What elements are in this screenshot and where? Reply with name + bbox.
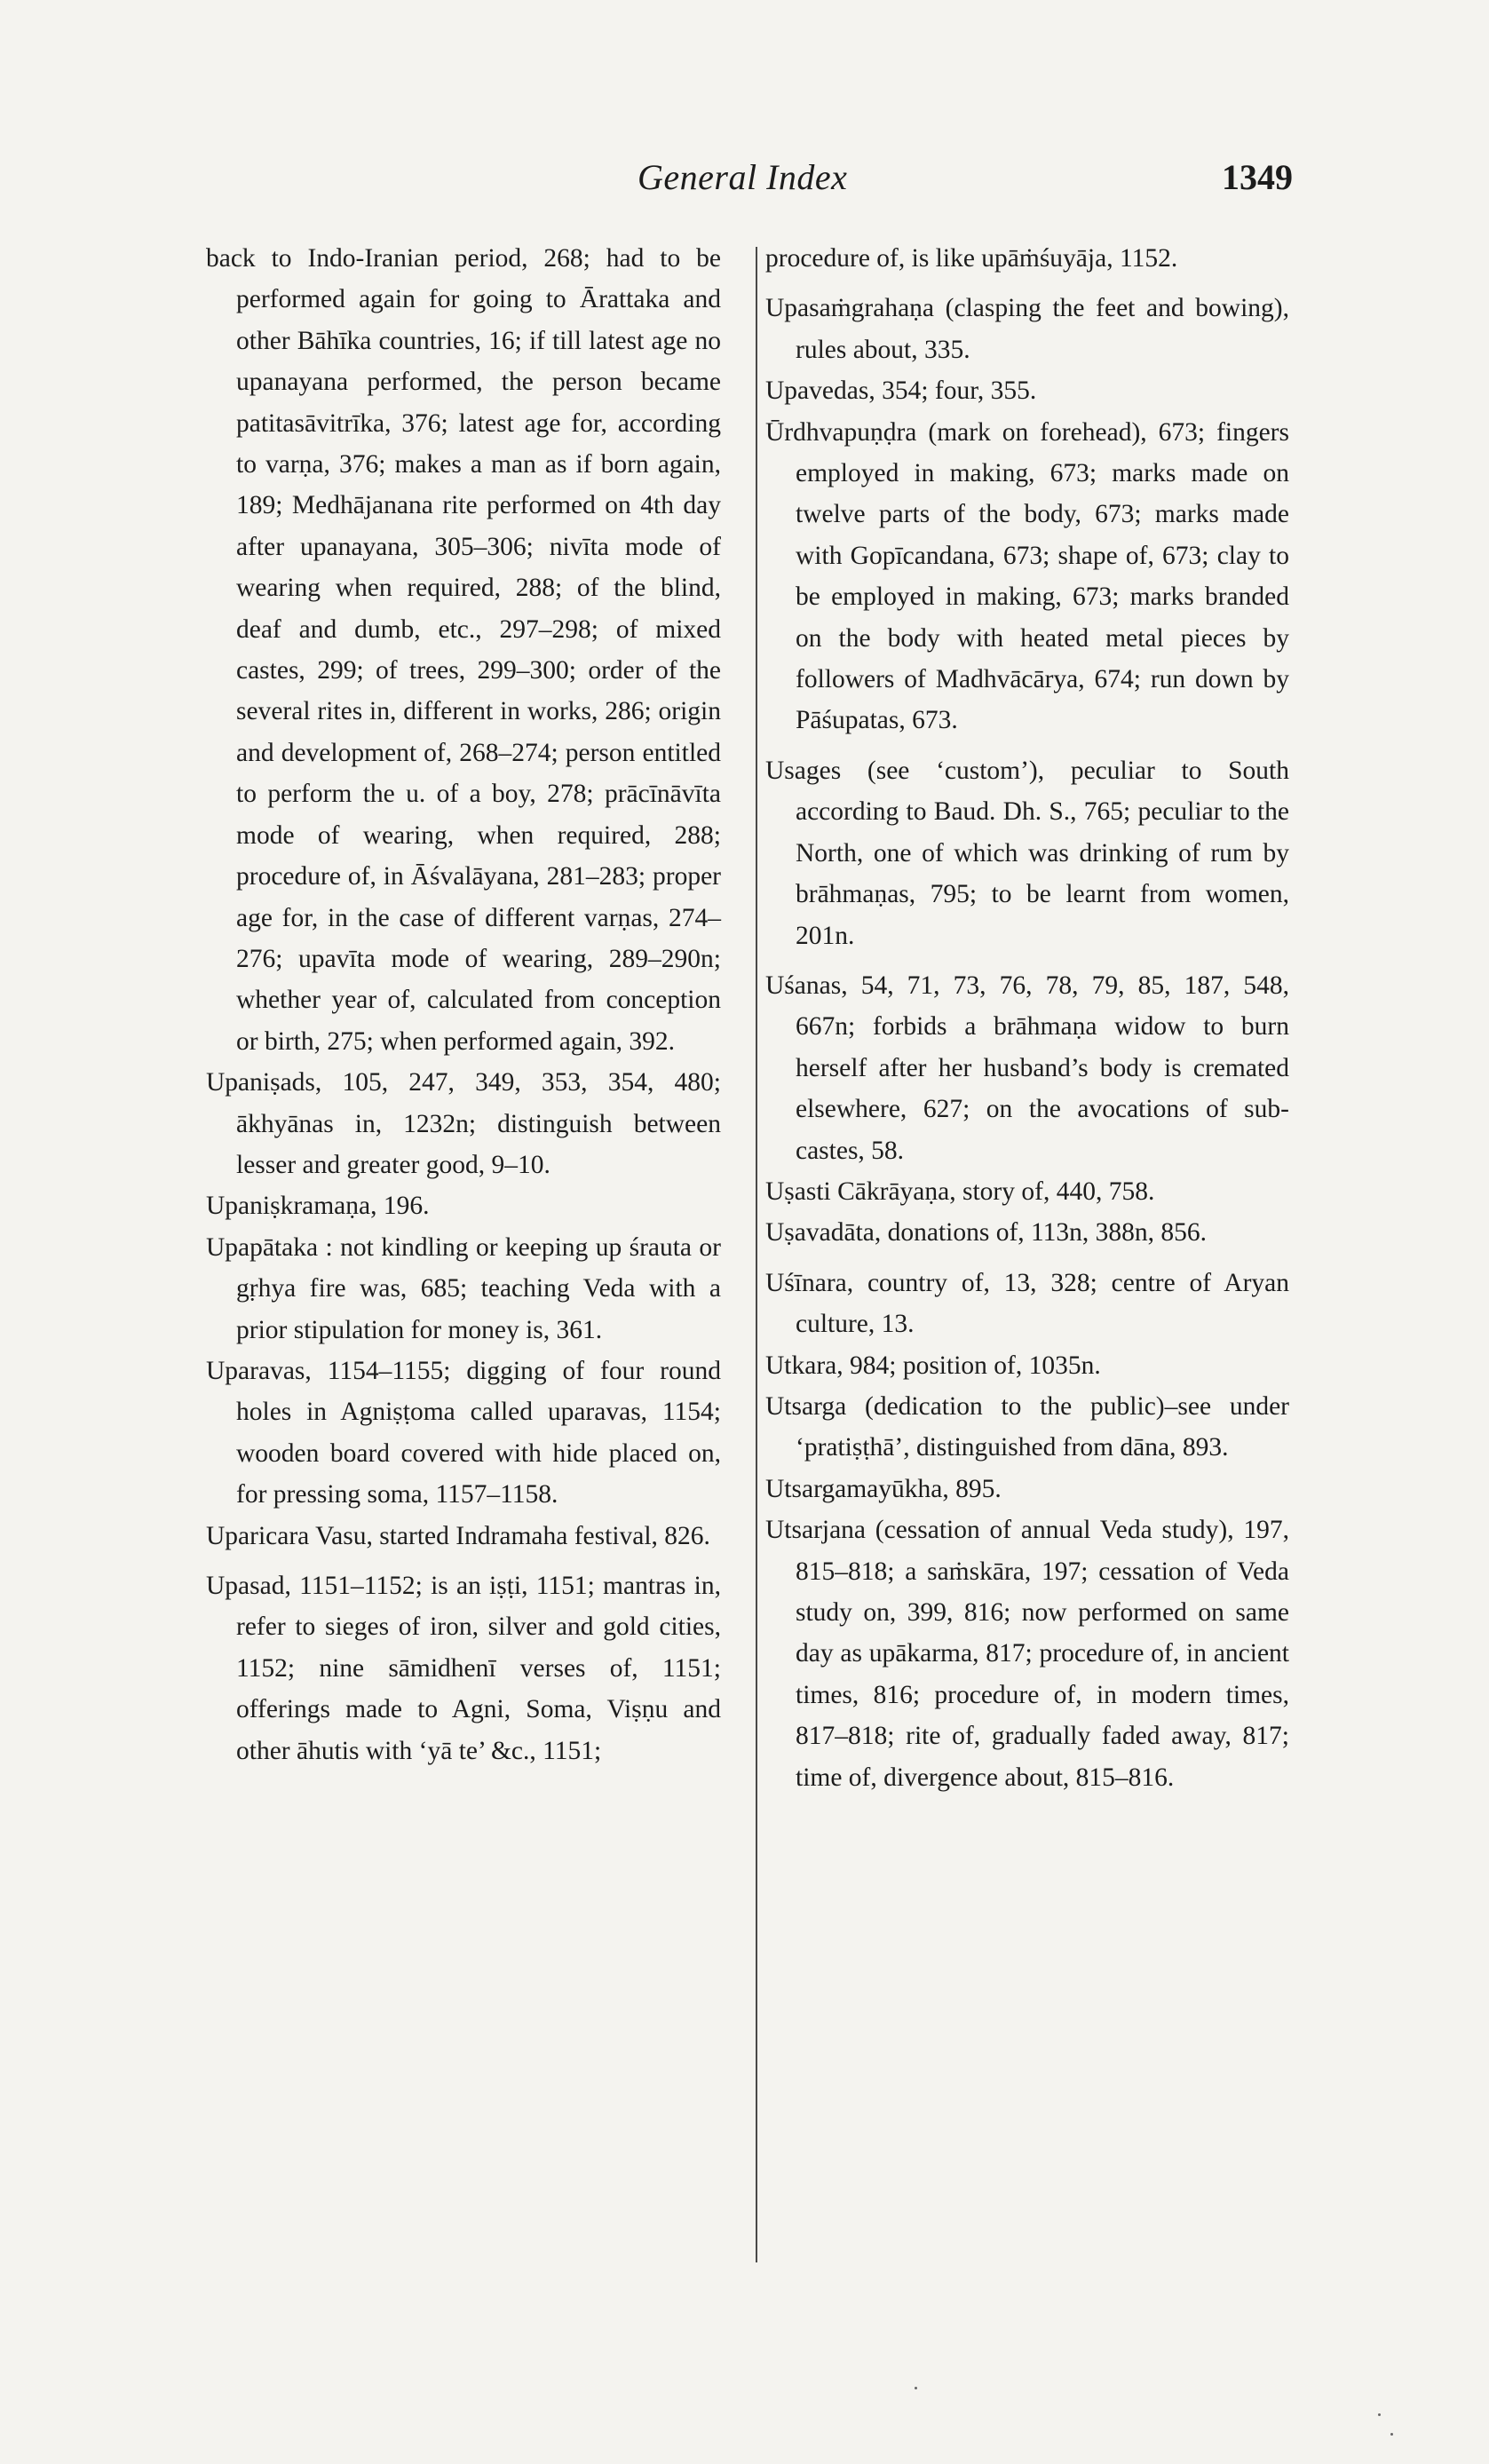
scan-speck [1378,2413,1381,2416]
scan-speck [1390,2433,1393,2436]
index-entry: Upaniṣads, 105, 247, 349, 353, 354, 480; ākhyānas in, 1232n; distinguish between lesser and greater good, 9–10. [206,1068,721,1179]
page-header [0,156,1489,210]
running-title: General Index [638,157,848,197]
index-entry: Ūrdhvapuṇḍra (mark on forehead), 673; fingers employed in making, 673; marks made on twelve parts of the body, 673; marks made with Gopīcandana, 673; shape of, 673; clay to be employed in making, 673; marks branded on the body with heated metal pieces by followers of Madhvācārya, 674; run down by Pāśupatas, 673. [765,417,1289,735]
index-entry: Uśanas, 54, 71, 73, 76, 78, 79, 85, 187, 548, 667n; forbids a brāhmaṇa widow to burn herself after her husband’s body is cremated elsewhere, 627; on the avocations of sub-castes, 58. [765,971,1289,1165]
scan-speck [915,2387,917,2389]
index-entry: Utkara, 984; position of, 1035n. [765,1351,1101,1380]
index-entry: Upasad, 1151–1152; is an iṣṭi, 1151; mantras in, refer to sieges of iron, silver and gold cities, 1152; nine sāmidhenī verses of, 1151; offerings made to Agni, Soma, Viṣṇu and other āhutis with ‘yā te’ &c., 1151; [206,1572,721,1765]
index-entry: back to Indo-Iranian period, 268; had to be performed again for going to Ārattaka and other Bāhīka countries, 16; if till latest age no upanayana performed, the person became patitasāvitrīka, 376; latest age for, according to varṇa, 376; makes a man as if born again, 189; Medhājanana rite performed on 4th day after upanayana, 305–306; nivīta mode of wearing when required, 288; of the blind, deaf and dumb, etc., 297–298; of mixed castes, 299; of trees, 299–300; order of the several rites in, different in works, 286; origin and development of, 268–274; person entitled to perform the u. of a boy, 278; prācīnāvīta mode of wearing, when required, 288; procedure of, in Āśvalāyana, 281–283; proper age for, in the case of different varṇas, 274–276; upavīta mode of wearing, 289–290n; whether year of, calculated from conception or birth, 275; when performed again, 392. [206,244,721,1056]
index-entry: Upapātaka : not kindling or keeping up śrauta or gṛhya fire was, 685; teaching Veda with a prior stipulation for money is, 361. [206,1232,721,1344]
left-column [206,238,721,1771]
index-entry: Utsarga (dedication to the public)–see under ‘pratiṣṭhā’, distinguished from dāna, 893. [765,1391,1289,1462]
index-entry: Upavedas, 354; four, 355. [765,376,1037,406]
index-entry: Utsargamayūkha, 895. [765,1474,1002,1503]
index-entry: Uṣasti Cākrāyaṇa, story of, 440, 758. [765,1177,1155,1206]
index-entry: Upasaṁgrahaṇa (clasping the feet and bowing), rules about, 335. [765,294,1289,364]
index-entry: Usages (see ‘custom’), peculiar to South according to Baud. Dh. S., 765; peculiar to the North, one of which was drinking of rum by brāhmaṇas, 795; to be learnt from women, 201n. [765,756,1289,950]
index-entry: Upaniṣkramaṇa, 196. [206,1192,430,1221]
index-entry: Utsarjana (cessation of annual Veda study), 197, 815–818; a saṁskāra, 197; cessation of Veda study on, 399, 816; now performed on same day as upākarma, 817; procedure of, in ancient times, 816; procedure of, in modern times, 817–818; rite of, gradually faded away, 817; time of, divergence about, 815–816. [765,1516,1289,1792]
index-entry: Uparavas, 1154–1155; digging of four round holes in Agniṣṭoma called uparavas, 1154; wooden board covered with hide placed on, for pressing soma, 1157–1158. [206,1356,721,1509]
page-number: 1349 [1222,157,1293,197]
index-entry: Uśīnara, country of, 13, 328; centre of Aryan culture, 13. [765,1268,1289,1339]
index-entry: procedure of, is like upāṁśuyāja, 1152. [765,244,1178,273]
index-entry: Uṣavadāta, donations of, 113n, 388n, 856. [765,1218,1208,1248]
column-divider [756,247,757,2262]
right-column [765,238,1289,1798]
index-entry: Uparicara Vasu, started Indramaha festival, 826. [206,1521,710,1550]
